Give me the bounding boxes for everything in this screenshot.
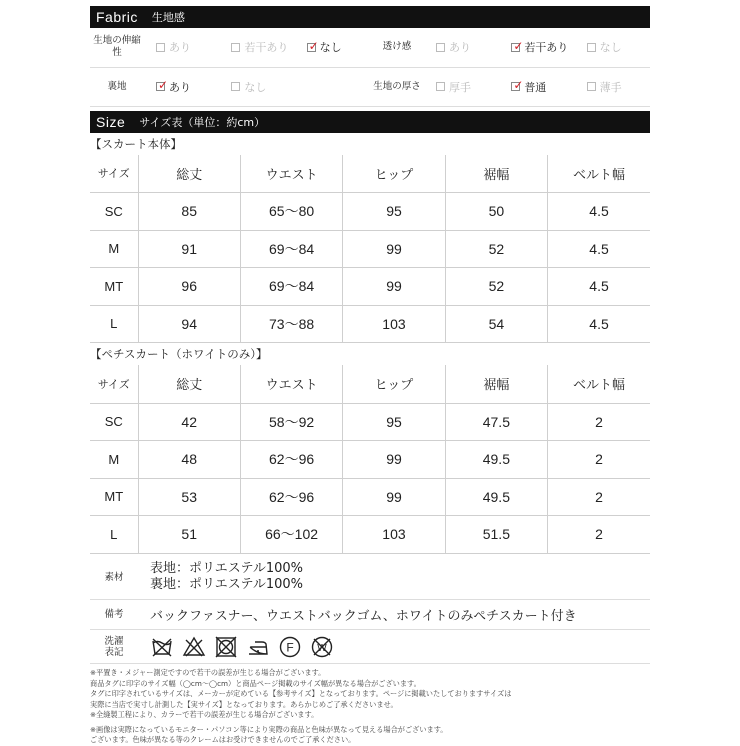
column-header: ウエスト bbox=[240, 365, 342, 403]
note-4: 実際に当店で実寸し計測した【実サイズ】となっております。あらかじめご了承くださいませ。 bbox=[90, 699, 398, 709]
petti-size-table bbox=[90, 365, 650, 554]
fabric-option-label: 若干あり bbox=[524, 41, 569, 55]
column-header: 総丈 bbox=[138, 365, 240, 403]
fabric-option bbox=[436, 79, 471, 95]
fabric-option-label: なし bbox=[319, 41, 342, 55]
table-row bbox=[90, 403, 650, 441]
table-cell: 50 bbox=[445, 193, 547, 231]
table-cell: 4.5 bbox=[548, 193, 650, 231]
table-cell: 4.5 bbox=[548, 305, 650, 343]
table-cell: 2 bbox=[548, 478, 650, 516]
table-cell: 95 bbox=[343, 403, 445, 441]
fabric-attr-label: 裏地 bbox=[90, 67, 144, 106]
checkbox-empty-icon bbox=[587, 43, 596, 52]
table-cell: 2 bbox=[548, 441, 650, 479]
info-table bbox=[90, 556, 650, 665]
table-cell: 52 bbox=[445, 230, 547, 268]
checkbox-checked-icon: ✓ bbox=[513, 38, 524, 53]
fabric-title: Fabric bbox=[96, 9, 138, 25]
material-row bbox=[90, 556, 650, 600]
fabric-option-label: なし bbox=[244, 80, 267, 94]
table-cell: 99 bbox=[343, 230, 445, 268]
checkbox-checked-icon: ✓ bbox=[513, 78, 524, 92]
fabric-option-label: あり bbox=[169, 41, 191, 55]
column-header: ヒップ bbox=[343, 155, 445, 193]
size-label: MT bbox=[90, 268, 138, 306]
fabric-attr-label: 透け感 bbox=[370, 28, 424, 67]
skirt-section-title: 【スカート本体】 bbox=[90, 136, 182, 151]
remarks-label: 備考 bbox=[90, 600, 138, 630]
fabric-option bbox=[156, 79, 191, 95]
size-title: Size bbox=[96, 113, 126, 130]
fabric-option bbox=[436, 39, 471, 55]
note-7: ございます。色味が異なる等のクレームはお受けできませんのでご了承ください。 bbox=[90, 735, 356, 744]
column-header: ヒップ bbox=[343, 365, 445, 403]
table-cell: 99 bbox=[343, 441, 445, 479]
care-icons bbox=[150, 635, 650, 659]
size-label: MT bbox=[90, 478, 138, 516]
fabric-option bbox=[231, 39, 288, 55]
fabric-option bbox=[587, 39, 622, 55]
table-row bbox=[90, 478, 650, 516]
material-label: 素材 bbox=[90, 556, 138, 600]
no-wet-clean-icon bbox=[310, 635, 334, 659]
table-cell: 96 bbox=[138, 268, 240, 306]
material-line-1: 表地：ポリエステル100% bbox=[150, 561, 303, 577]
no-tumble-dry-icon bbox=[214, 635, 238, 659]
note-2: 商品タグに印字のサイズ幅（◯cm〜◯cm）と商品ページ掲載のサイズ幅が異なる場合がございます。 bbox=[90, 678, 421, 688]
table-cell: 95 bbox=[343, 193, 445, 231]
footnotes bbox=[90, 668, 650, 746]
table-cell: 58〜92 bbox=[240, 403, 342, 441]
column-header: 裾幅 bbox=[445, 365, 547, 403]
size-subtitle: サイズ表（単位：約cm） bbox=[139, 115, 266, 129]
size-label: L bbox=[90, 516, 138, 554]
column-header: ベルト幅 bbox=[548, 155, 650, 193]
table-cell: 47.5 bbox=[445, 403, 547, 441]
table-cell: 103 bbox=[343, 305, 445, 343]
fabric-option bbox=[231, 79, 266, 95]
dry-clean-f-icon bbox=[278, 635, 302, 659]
table-cell: 2 bbox=[548, 403, 650, 441]
size-label: M bbox=[90, 441, 138, 479]
fabric-option-label: 薄手 bbox=[599, 80, 622, 94]
fabric-option-label: 普通 bbox=[524, 80, 547, 94]
table-cell: 85 bbox=[138, 193, 240, 231]
fabric-attr-label: 生地の厚さ bbox=[370, 67, 424, 106]
table-row bbox=[90, 230, 650, 268]
table-cell: 51 bbox=[138, 516, 240, 554]
fabric-option-label: あり bbox=[448, 41, 471, 55]
skirt-size-table bbox=[90, 155, 650, 344]
note-1: ※平置き・メジャー測定ですので若干の誤差が生じる場合がございます。 bbox=[90, 668, 326, 677]
column-header: ベルト幅 bbox=[548, 365, 650, 403]
checkbox-checked-icon: ✓ bbox=[308, 38, 319, 53]
table-row bbox=[90, 268, 650, 306]
table-cell: 62〜96 bbox=[240, 441, 342, 479]
table-cell: 48 bbox=[138, 441, 240, 479]
table-cell: 99 bbox=[343, 478, 445, 516]
fabric-subtitle: 生地感 bbox=[151, 11, 185, 24]
column-header: サイズ bbox=[90, 365, 138, 403]
fabric-option bbox=[511, 39, 568, 55]
table-cell: 4.5 bbox=[548, 230, 650, 268]
checkbox-empty-icon bbox=[436, 82, 445, 91]
table-cell: 103 bbox=[343, 516, 445, 554]
table-cell: 49.5 bbox=[445, 478, 547, 516]
fabric-option bbox=[587, 79, 622, 95]
checkbox-empty-icon bbox=[231, 82, 240, 91]
table-cell: 2 bbox=[548, 516, 650, 554]
table-row bbox=[90, 516, 650, 554]
fabric-row bbox=[90, 67, 650, 106]
fabric-option-label: あり bbox=[169, 80, 191, 94]
size-label: M bbox=[90, 230, 138, 268]
note-3: タグに印字されているサイズは、メーカーが定めている【参考サイズ】となっております。ページに掲載いたしておりますサイズは bbox=[90, 689, 512, 698]
fabric-option-label: 厚手 bbox=[448, 80, 471, 94]
care-row bbox=[90, 630, 650, 664]
column-header: サイズ bbox=[90, 155, 138, 193]
size-label: SC bbox=[90, 193, 138, 231]
table-cell: 62〜96 bbox=[240, 478, 342, 516]
table-cell: 52 bbox=[445, 268, 547, 306]
svg-text:W: W bbox=[317, 642, 327, 654]
note-5: ※全縫製工程により、カラーで若干の誤差が生じる場合がございます。 bbox=[90, 710, 319, 719]
skirt-table-header bbox=[90, 155, 650, 193]
note-6: ※画像は実際になっているモニター・パソコン等により実際の商品と色味が異なって見える場合がございます。 bbox=[90, 724, 448, 734]
table-row bbox=[90, 193, 650, 231]
fabric-option-label: 若干あり bbox=[244, 41, 289, 55]
fabric-header-bar bbox=[90, 6, 650, 28]
column-header: 裾幅 bbox=[445, 155, 547, 193]
table-cell: 69〜84 bbox=[240, 268, 342, 306]
checkbox-checked-icon: ✓ bbox=[158, 78, 169, 92]
spec-sheet bbox=[90, 6, 650, 746]
no-bleach-icon bbox=[182, 635, 206, 659]
checkbox-empty-icon bbox=[587, 82, 596, 91]
size-label: SC bbox=[90, 403, 138, 441]
iron-low-icon bbox=[246, 635, 270, 659]
table-cell: 49.5 bbox=[445, 441, 547, 479]
fabric-option bbox=[307, 39, 342, 55]
column-header: 総丈 bbox=[138, 155, 240, 193]
table-cell: 69〜84 bbox=[240, 230, 342, 268]
fabric-attr-label: 生地の伸縮性 bbox=[90, 28, 144, 67]
no-wash-icon bbox=[150, 635, 174, 659]
table-cell: 94 bbox=[138, 305, 240, 343]
fabric-option-label: なし bbox=[599, 41, 622, 55]
table-cell: 4.5 bbox=[548, 268, 650, 306]
table-row bbox=[90, 441, 650, 479]
petti-table-header bbox=[90, 365, 650, 403]
fabric-option bbox=[511, 79, 546, 95]
petti-section-title: 【ペチスカート（ホワイトのみ）】 bbox=[90, 347, 268, 361]
care-label-1: 洗濯 bbox=[104, 635, 124, 647]
care-label-2: 表記 bbox=[104, 646, 124, 658]
remarks-row bbox=[90, 600, 650, 630]
table-cell: 66〜102 bbox=[240, 516, 342, 554]
table-cell: 91 bbox=[138, 230, 240, 268]
size-header-bar bbox=[90, 111, 650, 133]
table-cell: 42 bbox=[138, 403, 240, 441]
fabric-option bbox=[156, 39, 191, 55]
table-cell: 73〜88 bbox=[240, 305, 342, 343]
material-line-2: 裏地：ポリエステル100% bbox=[150, 577, 303, 593]
svg-text:F: F bbox=[286, 640, 294, 654]
fabric-table bbox=[90, 28, 650, 107]
checkbox-empty-icon bbox=[156, 43, 165, 52]
table-cell: 54 bbox=[445, 305, 547, 343]
column-header: ウエスト bbox=[240, 155, 342, 193]
table-cell: 53 bbox=[138, 478, 240, 516]
checkbox-empty-icon bbox=[231, 43, 240, 52]
table-cell: 65〜80 bbox=[240, 193, 342, 231]
table-cell: 99 bbox=[343, 268, 445, 306]
size-label: L bbox=[90, 305, 138, 343]
table-row bbox=[90, 305, 650, 343]
checkbox-empty-icon bbox=[436, 43, 445, 52]
table-cell: 51.5 bbox=[445, 516, 547, 554]
fabric-row bbox=[90, 28, 650, 67]
remarks-text: バックファスナー、ウエストバックゴム、ホワイトのみペチスカート付き bbox=[138, 600, 650, 630]
